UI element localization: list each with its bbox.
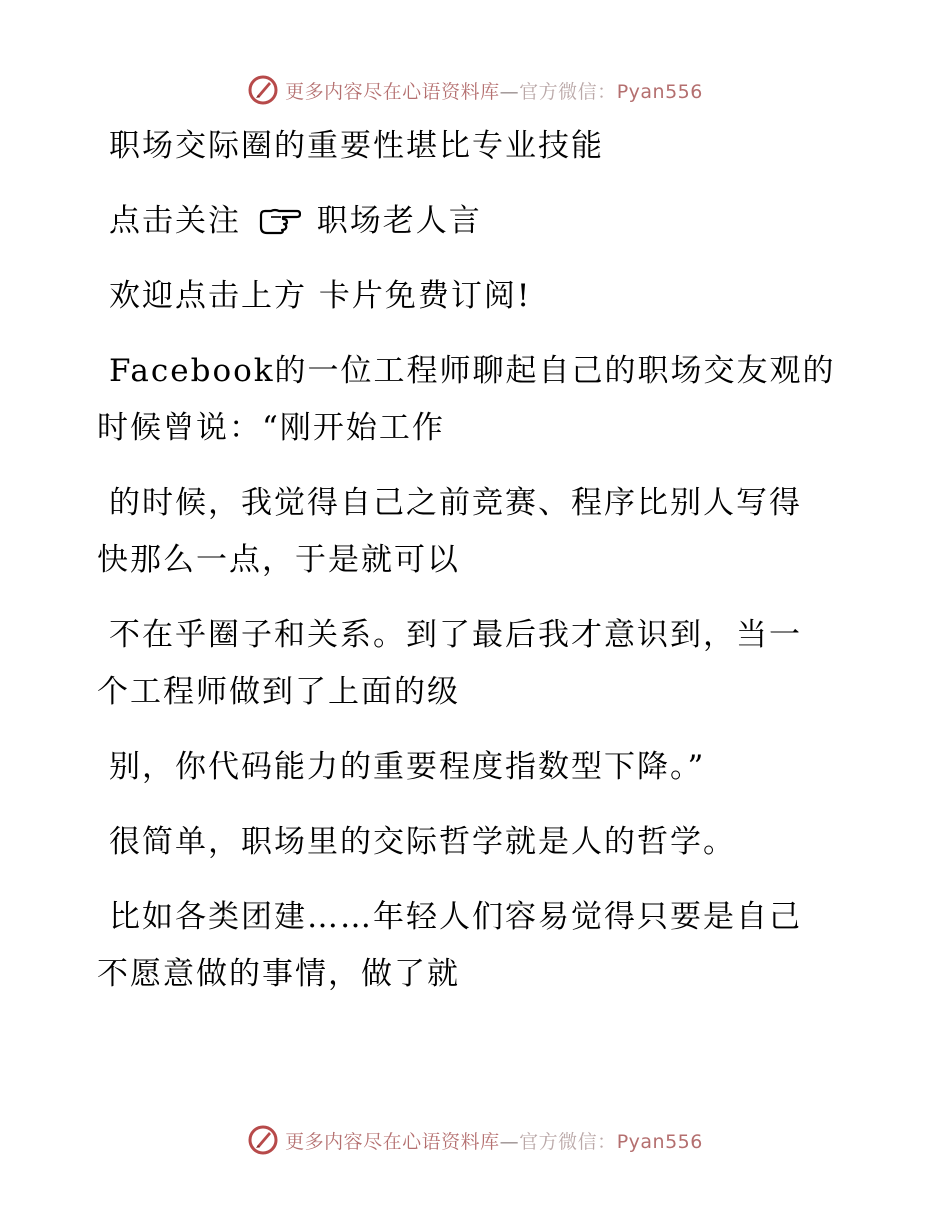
banner-wechat-id: Pyan556 — [616, 1130, 703, 1153]
follow-prefix: 点击关注 — [109, 203, 241, 239]
subscribe-line: 欢迎点击上方 卡片免费订阅! — [109, 278, 532, 314]
follow-account[interactable]: 职场老人言 — [316, 203, 482, 239]
banner-text — [285, 77, 703, 104]
paragraph-4: 别，你代码能力的重要程度指数型下降。” — [109, 749, 706, 785]
banner-dash: — — [499, 80, 520, 103]
banner-text — [285, 1127, 703, 1154]
follow-line[interactable] — [97, 193, 837, 250]
paragraph-2: 的时候，我觉得自己之前竞赛、程序比别人写得 快那么一点，于是就可以 — [97, 485, 802, 578]
banner-wechat-label: 官方微信： — [519, 1130, 617, 1153]
banner-wechat-id: Pyan556 — [616, 80, 703, 103]
banner-slogan: 更多内容尽在心语资料库 — [285, 1130, 500, 1153]
banner-slogan: 更多内容尽在心语资料库 — [285, 80, 500, 103]
paragraph-5: 很简单，职场里的交际哲学就是人的哲学。 — [109, 824, 736, 860]
banner-dash: — — [499, 1130, 520, 1153]
pointing-hand-icon — [257, 207, 301, 235]
paragraph-1: Facebook的一位工程师聊起自己的职场交友观的 时候曾说：“刚开始工作 — [97, 353, 836, 446]
paragraph-3: 不在乎圈子和关系。到了最后我才意识到，当一 个工程师做到了上面的级 — [97, 617, 802, 710]
quill-pen-logo-icon — [247, 74, 279, 106]
article-body — [97, 118, 837, 1021]
footer-banner — [0, 1122, 950, 1158]
quill-pen-logo-icon — [247, 1124, 279, 1156]
header-banner — [0, 72, 950, 108]
article-title: 职场交际圈的重要性堪比专业技能 — [109, 128, 604, 164]
paragraph-6: 比如各类团建……年轻人们容易觉得只要是自己 不愿意做的事情，做了就 — [97, 899, 802, 992]
banner-wechat-label: 官方微信： — [519, 80, 617, 103]
